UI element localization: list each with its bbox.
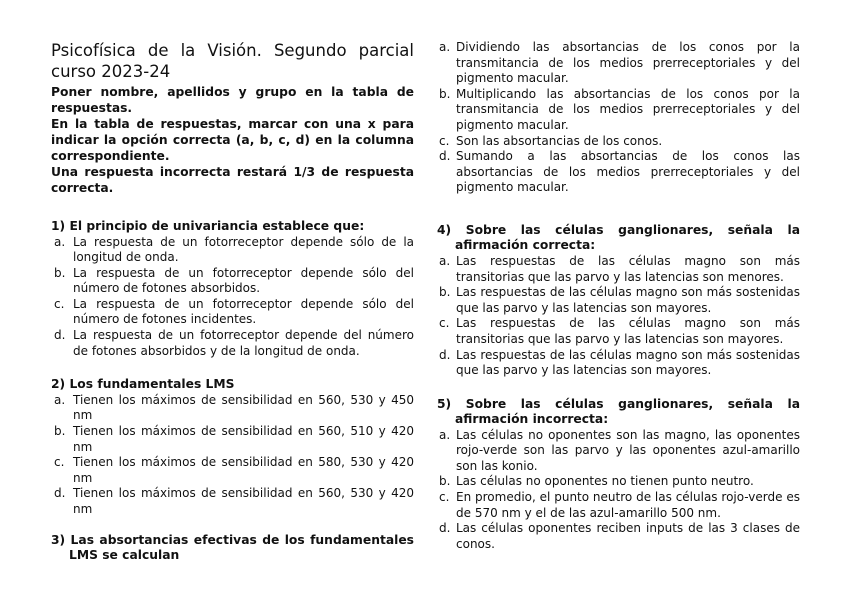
option-4c: c. Las respuestas de las células magno son más transitorias que las parvo y las latencias son mayores. [439,316,800,346]
instruction-2: En la tabla de respuestas, marcar con una x para indicar la opción correcta (a, b, c, d) en la columna correspondiente. [51,117,414,163]
question-5 [437,397,800,553]
question-3-options [437,40,800,196]
question-2-options [51,393,414,518]
question-1-label: 1) El principio de univariancia establece que: [51,219,365,233]
option-4d: d. Las respuestas de las células magno son más sostenidas que las parvo y las latencias son mayores. [439,347,800,378]
question-3 [51,533,414,564]
instruction-1: Poner nombre, apellidos y grupo en la tabla de respuestas. [51,85,414,115]
option-3c: c. Son las absortancias de los conos. [439,133,663,148]
right-column [437,40,800,552]
option-3a: a. Dividiendo las absortancias de los conos por la transmitancia de los medios prerreceptoriales y del pigmento macular. [439,40,800,86]
option-4a: a. Las respuestas de las células magno son más transitorias que las parvo y las latencias son menores. [439,253,800,284]
option-1a: a. La respuesta de un fotorreceptor depende sólo de la longitud de onda. [54,234,414,265]
left-column [51,40,414,564]
option-5a: a. Las células no oponentes son las magno, las oponentes rojo-verde son las parvo y las oponentes azul-amarillo son las konio. [439,427,800,473]
option-5c: c. En promedio, el punto neutro de las células rojo-verde es de 570 nm y el de las azul-amarillo 500 nm. [439,490,800,520]
question-4 [437,223,800,379]
option-1b: b. La respuesta de un fotorreceptor depende sólo del número de fotones absorbidos. [54,265,414,296]
question-4-label: 4) Sobre las células ganglionares, señala la afirmación correcta: [437,222,800,253]
option-1c: c. La respuesta de un fotorreceptor depende sólo del número de fotones incidentes. [54,296,414,327]
option-2d: d. Tienen los máximos de sensibilidad en 560, 530 y 420 nm [54,486,414,516]
page-title: Psicofísica de la Visión. Segundo parcial curso 2023-24 [51,41,414,81]
option-2a: a. Tienen los máximos de sensibilidad en 560, 530 y 450 nm [54,392,414,423]
option-4b: b. Las respuestas de las células magno son más sostenidas que las parvo y las latencias son mayores. [439,285,800,315]
question-2-label: 2) Los fundamentales LMS [51,377,235,392]
question-2 [51,377,414,517]
instruction-3: Una respuesta incorrecta restará 1/3 de respuesta correcta. [51,165,414,195]
option-5b: b. Las células no oponentes no tienen punto neutro. [439,474,754,489]
option-2c: c. Tienen los máximos de sensibilidad en 580, 530 y 420 nm [54,455,414,485]
question-5-options [437,428,800,553]
option-3b: b. Multiplicando las absortancias de los conos por la transmitancia de los medios prerreceptoriales y del pigmento macular. [439,86,800,132]
option-1d: d. La respuesta de un fotorreceptor depende del número de fotones absorbidos y de la longitud de onda. [54,328,414,358]
question-5-label: 5) Sobre las células ganglionares, señala la afirmación incorrecta: [437,396,800,427]
question-4-options [437,254,800,379]
question-3-label: 3) Las absortancias efectivas de los fundamentales LMS se calculan [51,532,414,562]
question-1-options [51,235,414,360]
option-3d: d. Sumando a las absortancias de los conos las absortancias de los medios prerreceptoriales y del pigmento macular. [439,149,800,195]
option-2b: b. Tienen los máximos de sensibilidad en 560, 510 y 420 nm [54,423,414,454]
question-1 [51,219,414,359]
option-5d: d. Las células oponentes reciben inputs de las 3 clases de conos. [439,521,800,551]
